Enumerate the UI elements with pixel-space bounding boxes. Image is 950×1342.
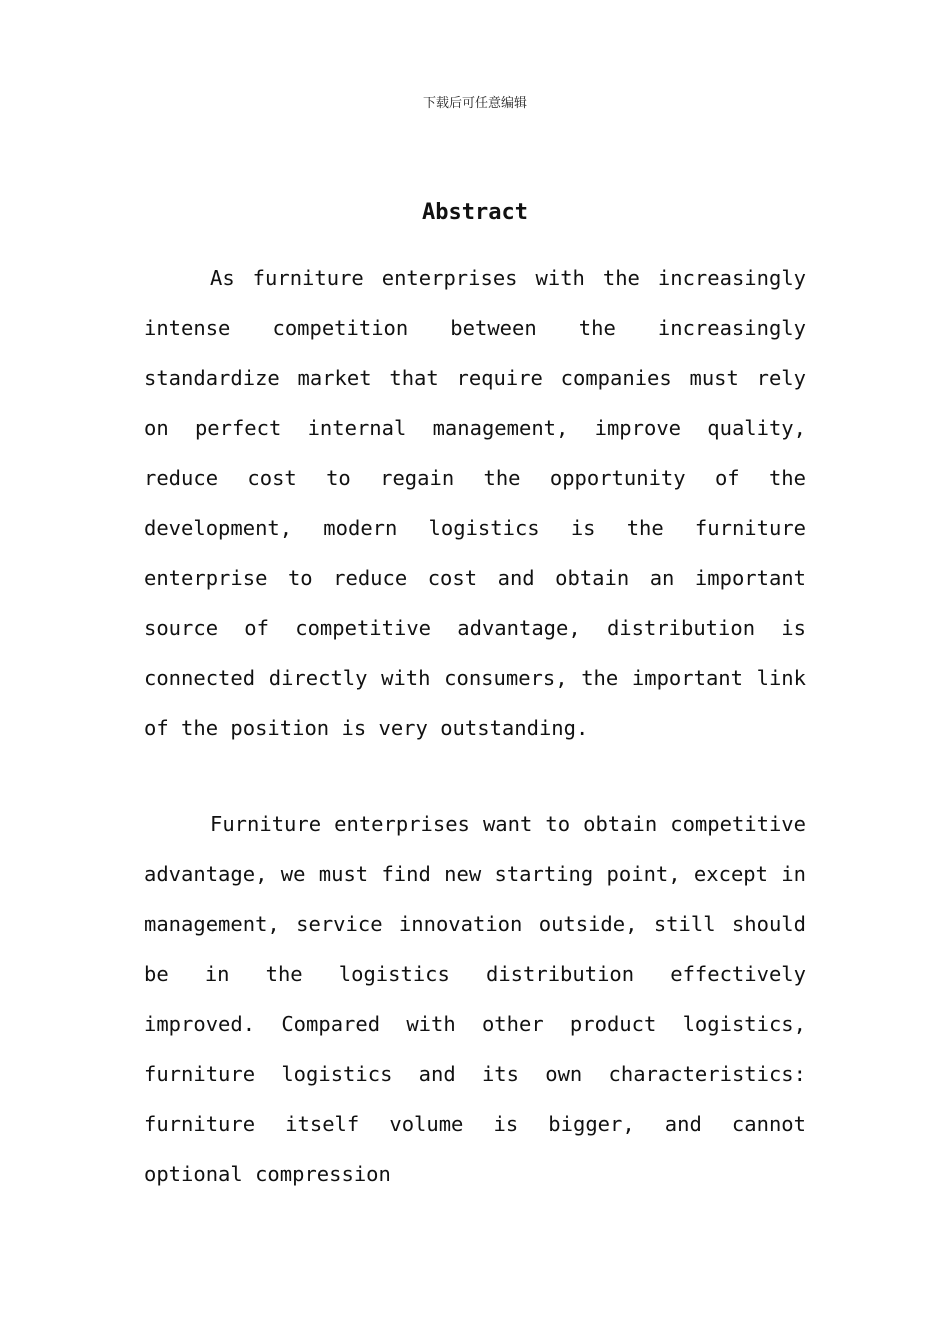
- header-note: 下载后可任意编辑: [422, 96, 527, 111]
- abstract-paragraph-2: Furniture enterprises want to obtain competitive advantage, we must find new starting point, except in management, service innovation outside, still should be in the logistics distribution effectively improved. Compared with other product logistics, furniture logistics and its own characteristics: furniture itself volume is bigger, and cannot optional compression: [144, 812, 806, 1186]
- abstract-paragraph-1: As furniture enterprises with the increasingly intense competition between the increasingly standardize market that require companies must rely on perfect internal management, improve quality, reduce cost to regain the opportunity of the development, modern logistics is the furniture enterprise to reduce cost and obtain an important source of competitive advantage, distribution is connected directly with consumers, the important link of the position is very outstanding.: [144, 266, 806, 740]
- abstract-title: Abstract: [422, 200, 528, 225]
